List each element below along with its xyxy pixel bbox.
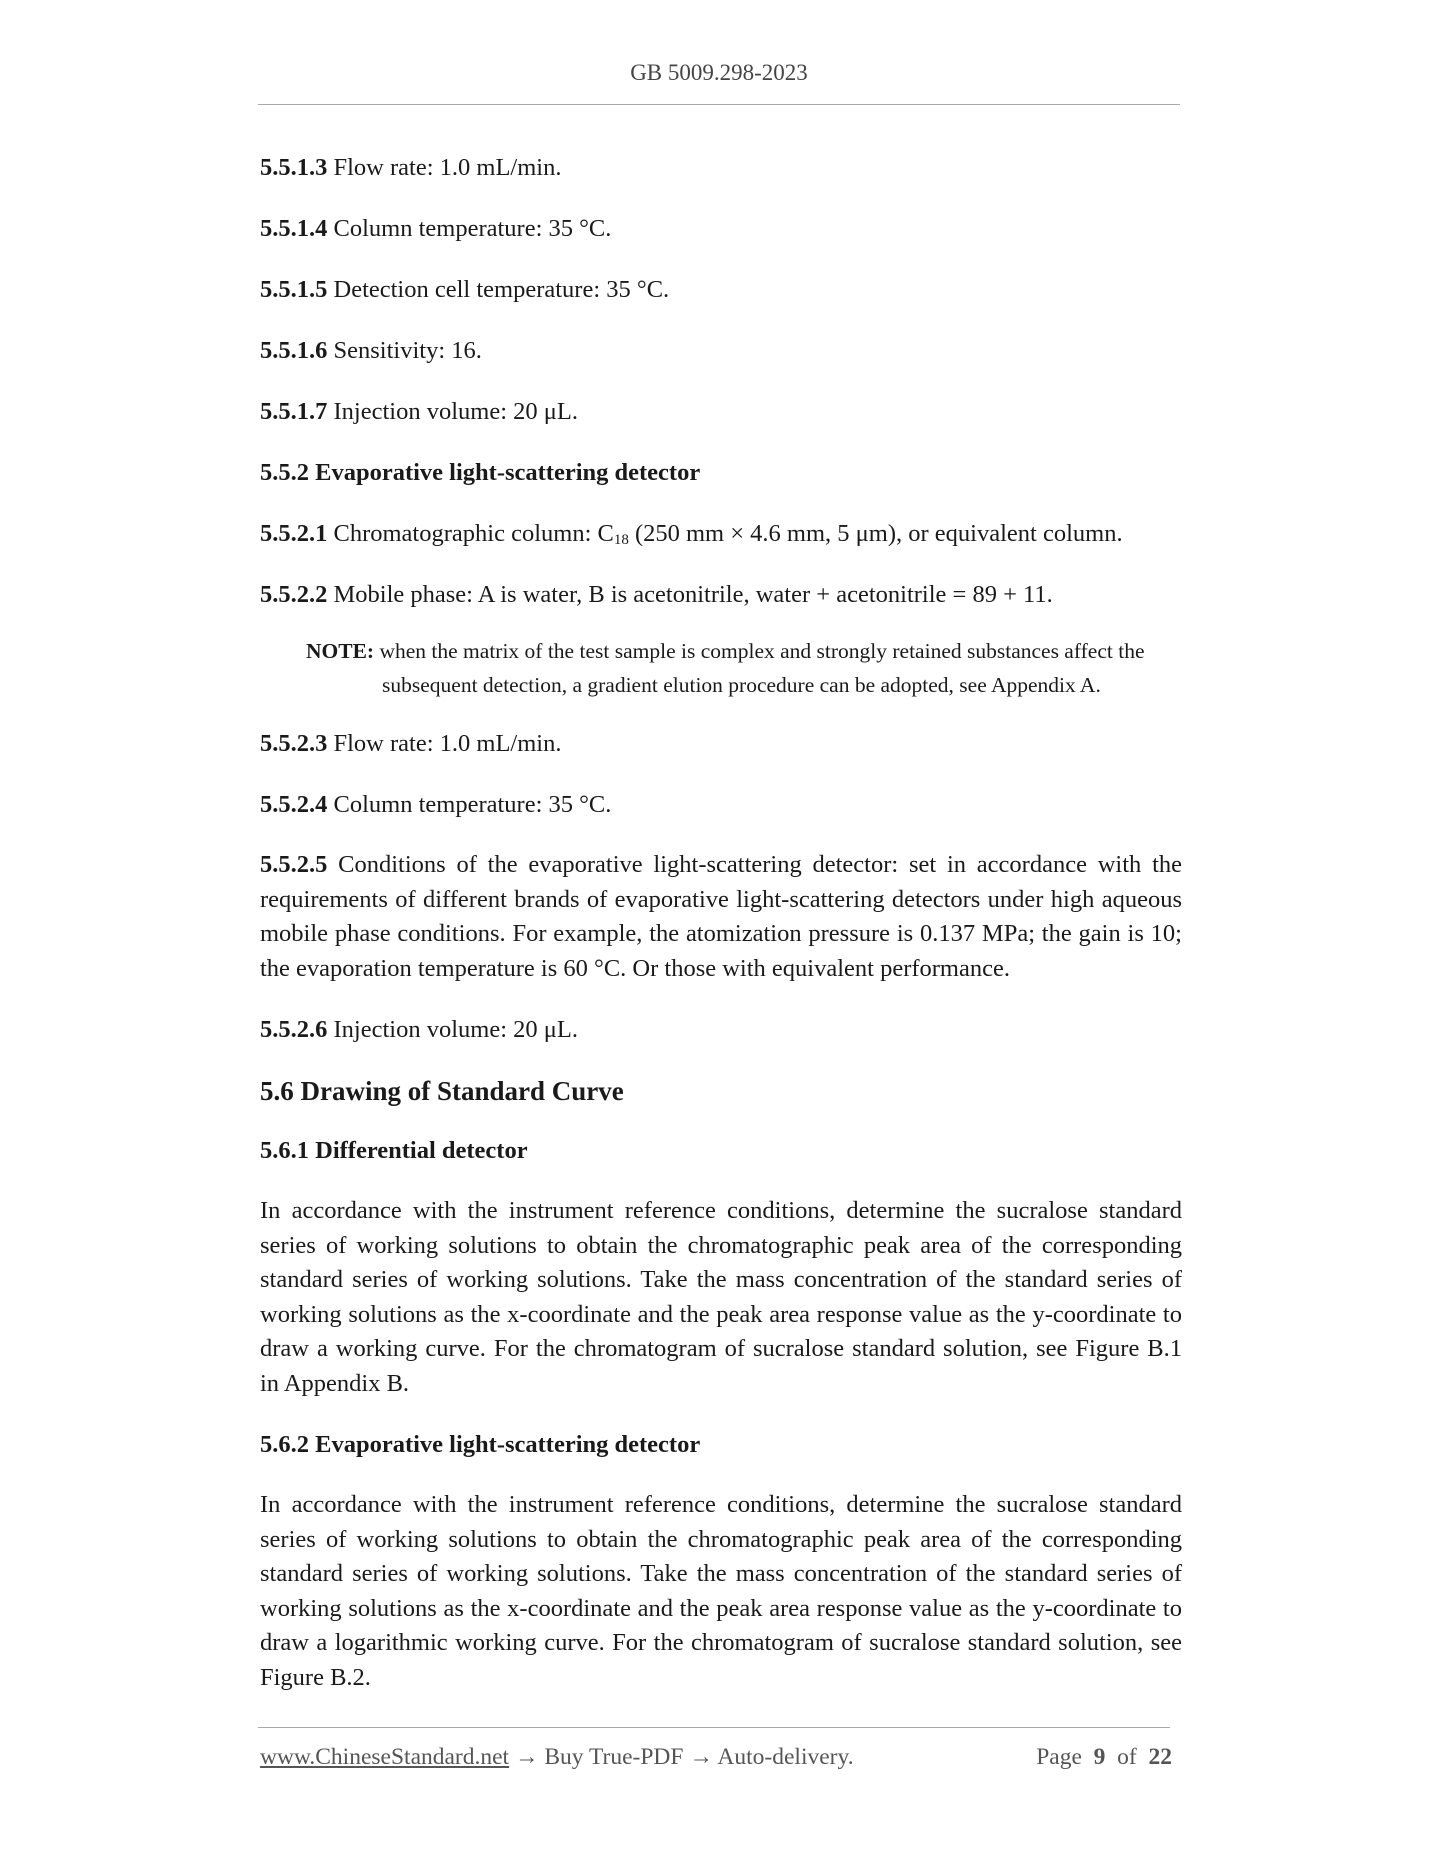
clause-text-post: (250 mm × 4.6 mm, 5 μm), or equivalent column. (628, 520, 1123, 547)
footer-delivery-text: Auto-delivery. (717, 1744, 854, 1770)
paragraph-561: In accordance with the instrument reference conditions, determine the sucralose standard series of working solutions to obtain the chromatographic peak area of the corresponding standard series of working solutions. Take the mass concentration of the standard series of working solutions as the x-coordinate and the peak area response value as the y-coordinate to draw a working curve. For the chromatogram of sucralose standard solution, see Figure B.1 in Appendix B. (260, 1197, 1182, 1397)
clause-text: Conditions of the evaporative light-scattering detector: set in accordance with the requirements of different brands of evaporative light-scattering detectors under high aqueous mobile phase conditions. For example, the atomization pressure is 0.137 MPa; the gain is 10; the evaporation temperature is 60 °C. Or those with equivalent performance. (260, 851, 1183, 982)
arrow-right-icon: → (689, 1744, 713, 1770)
clause-5526 (260, 1012, 1182, 1047)
clause-5513 (260, 150, 1182, 185)
paragraph-562: In accordance with the instrument reference conditions, determine the sucralose standard series of working solutions to obtain the chromatographic peak area of the corresponding standard series of working solutions. Take the mass concentration of the standard series of working solutions as the x-coordinate and the peak area response value as the y-coordinate to draw a logarithmic working curve. For the chromatogram of sucralose standard solution, see Figure B.2. (260, 1491, 1182, 1691)
clause-number: 5.5.2.5 (260, 851, 328, 878)
note-line-2: subsequent detection, a gradient elution procedure can be adopted, see Appendix A. (382, 673, 1101, 697)
page-total: 22 (1148, 1744, 1172, 1770)
clause-text: Flow rate: 1.0 mL/min. (333, 154, 562, 181)
clause-number: 5.5.1.7 (260, 398, 328, 425)
clause-number: 5.5.1.5 (260, 276, 328, 303)
note-label: NOTE: (306, 639, 375, 663)
page-header-doc-id: GB 5009.298-2023 (630, 60, 808, 85)
footer-divider (258, 1727, 1170, 1728)
note-block (306, 634, 1182, 702)
clause-number: 5.5.1.3 (260, 154, 328, 181)
clause-number: 5.5.2.2 (260, 581, 328, 608)
clause-number: 5.5.2.4 (260, 791, 328, 818)
clause-text: Mobile phase: A is water, B is acetonitrile, water + acetonitrile = 89 + 11. (333, 581, 1053, 608)
clause-5514 (260, 211, 1182, 246)
section-heading-56: 5.6 Drawing of Standard Curve (260, 1076, 624, 1106)
footer-buy-text: Buy True-PDF (544, 1744, 684, 1770)
note-line-1: when the matrix of the test sample is complex and strongly retained substances affect the (379, 639, 1145, 663)
clause-5516 (260, 333, 1182, 368)
clause-5522 (260, 577, 1182, 612)
page-counter (1036, 1744, 1172, 1771)
clause-number: 5.5.2.6 (260, 1016, 328, 1043)
clause-number: 5.5.2.1 (260, 520, 328, 547)
clause-5515 (260, 272, 1182, 307)
clause-5517 (260, 394, 1182, 429)
clause-5525 (260, 848, 1182, 986)
clause-number: 5.5.2.3 (260, 730, 328, 757)
clause-number: 5.5.1.4 (260, 215, 328, 242)
clause-5523 (260, 726, 1182, 761)
clause-text-pre: Chromatographic column: C (333, 520, 614, 547)
arrow-right-icon: → (514, 1744, 539, 1770)
of-word: of (1117, 1744, 1137, 1770)
clause-text: Injection volume: 20 μL. (333, 398, 578, 425)
page-word: Page (1036, 1744, 1082, 1770)
page-number: 9 (1093, 1744, 1106, 1770)
footer-site-link[interactable]: www.ChineseStandard.net (260, 1744, 510, 1770)
clause-text: Detection cell temperature: 35 °C. (333, 276, 670, 303)
page-footer (260, 1744, 1172, 1771)
clause-text: Column temperature: 35 °C. (333, 215, 612, 242)
page-content (260, 150, 1182, 1721)
header-divider (258, 104, 1180, 105)
clause-text: Flow rate: 1.0 mL/min. (333, 730, 562, 757)
clause-5521 (260, 516, 1182, 551)
subscript: 18 (613, 532, 629, 548)
clause-number: 5.5.1.6 (260, 337, 328, 364)
clause-5524 (260, 787, 1182, 822)
clause-text: Sensitivity: 16. (333, 337, 482, 364)
section-heading-552: 5.5.2 Evaporative light-scattering detector (260, 459, 701, 486)
clause-text: Injection volume: 20 μL. (333, 1016, 578, 1043)
section-heading-561: 5.6.1 Differential detector (260, 1137, 528, 1164)
clause-text: Column temperature: 35 °C. (333, 791, 612, 818)
section-heading-562: 5.6.2 Evaporative light-scattering detector (260, 1431, 701, 1458)
